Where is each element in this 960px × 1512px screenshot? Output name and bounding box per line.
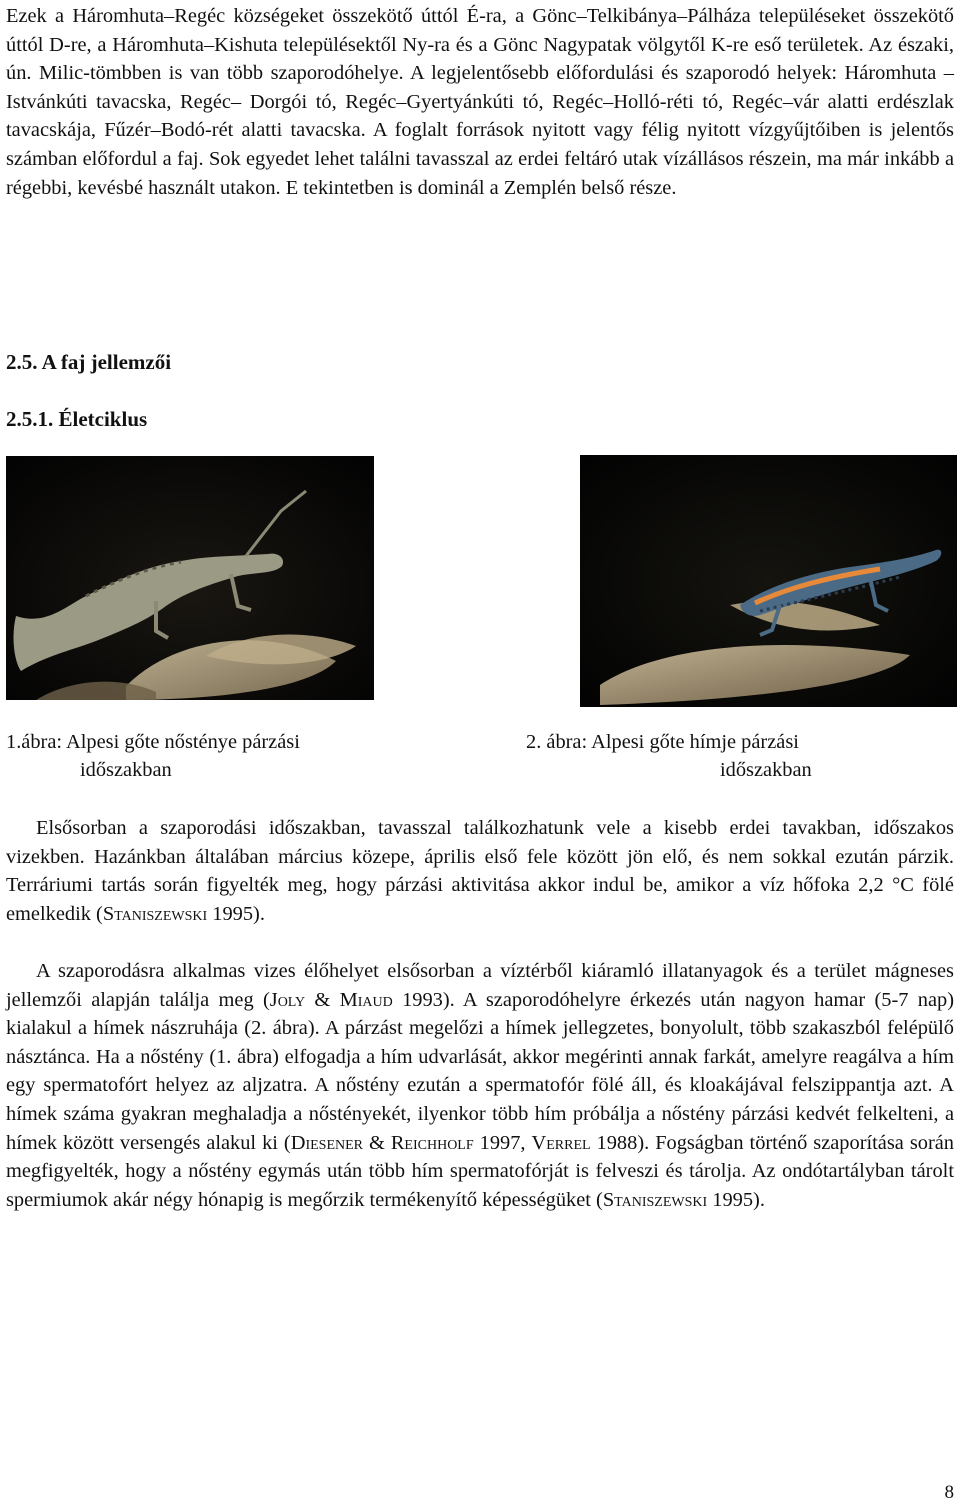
figure-1-photo (6, 456, 374, 700)
figure-1-caption-line1: 1.ábra: Alpesi gőte nősténye párzási (6, 731, 300, 753)
intro-sentence-1: Ezek a Háromhuta–Regéc községeket összekötő úttól É-ra, a Gönc–Telkibánya–Pálháza településeket összekötő úttól D-re, a Háromhuta–Kishuta településektől Ny-ra és a Gönc Nagypatak völgytől K-re eső területek. Az északi, ún. Milic-tömbben is van több szaporodóhelye. (6, 5, 954, 85)
intro-sentence-2: A legjelentősebb előfordulási és szaporodó helyek: Háromhuta – Istvánkúti tavacska, Regéc– Dorgói tó, Regéc–Gyertyánkúti tó, Regéc–Holló-réti tó, Regéc–vár alatti erdészlak tavacskája, Fűzér–Bodó-rét alatti tavacska. (6, 62, 954, 142)
mating-text-7: 1995). (707, 1188, 765, 1211)
citation-year: 1995). (207, 902, 265, 925)
citation-author: Staniszewski (602, 1188, 708, 1211)
mating-text-5: 1997, (473, 1131, 532, 1154)
intro-sentence-4: Sok egyedet lehet találni tavasszal az erdei feltáró utak vízállásos részein, ma már inkább a régebbi, kevésbé használt utakon. (6, 147, 955, 199)
mating-text-1: A szaporodásra alkalmas vizes élőhelyet elsősorban a víztérből kiáramló illatanyagok és a terület mágneses jellemzői alapján találja meg ( (6, 960, 954, 1011)
female-newt-illustration (6, 456, 374, 700)
subsection-heading: 2.5.1. Életciklus (6, 407, 148, 431)
lifecycle-paragraph-1 (6, 814, 954, 928)
lifecycle-paragraph-2 (6, 957, 954, 1214)
figure-1-caption-line2: időszakban (80, 759, 172, 781)
lifecycle-sentence-1: Elsősorban a szaporodási időszakban, tavasszal találkozhatunk vele a kisebb erdei tavakban, időszakos vizekben. (6, 817, 954, 868)
mating-text-6: 1988). Fogságban történő szaporítása során megfigyelték, hogy a nőstény egymás után több hím spermatofórját is felveszi és tárolja. Az ondótartályban tárolt spermiumok akár négy hónapig is megőrzik termékenyítő képességüket ( (6, 1131, 954, 1211)
mating-text-3: 1993). A szaporodóhelyre érkezés után nagyon hamar (5-7 nap) kialakul a hímek nászruhája (2. ábra). A párzást megelőzi a hímek jellegzetes, bonyolult, több szakaszból felépülő násztánca. Ha a nőstény (1. ábra) elfogadja a hím udvarlását, akkor megérinti annak farkát, amelyre reagálva a hím egy spermatofórt helyez az aljzatra. A nőstény ezután a spermatofór fölé áll, és kloakájával felszippantja azt. A hímek száma gyakran meghaladja a nőstényekét, ilyenkor több hím próbálja a nőstény párzási kedvét felkelteni, a hímek között versengés alakul ki ( (6, 988, 954, 1154)
figure-2-caption-line1: 2. ábra: Alpesi gőte hímje párzási (526, 731, 799, 753)
citation-author: Miaud (339, 988, 393, 1011)
figure-2-caption-line2: időszakban (720, 759, 812, 781)
figure-2-caption (526, 728, 812, 784)
mating-text-4: & (363, 1131, 391, 1154)
citation-author: Staniszewski (102, 902, 208, 925)
intro-paragraph (6, 2, 954, 202)
citation-author: Joly (269, 988, 306, 1011)
intro-sentence-3: A foglalt források nyitott vagy félig nyitott vízgyűjtőiben is jelentős számban előfordul a faj. (6, 119, 954, 170)
figure-1-caption (6, 728, 300, 784)
page-number: 8 (944, 1482, 954, 1503)
lifecycle-sentence-2: Hazánkban általában március közepe, április első fele között jön elő, és nem sokkal ezután párzik. (94, 845, 954, 868)
section-heading: 2.5. A faj jellemzői (6, 350, 172, 374)
intro-sentence-5: E tekintetben is dominál a Zemplén belső része. (285, 176, 677, 199)
citation-author: Reichholf (390, 1131, 474, 1154)
citation-author: Diesener (290, 1131, 363, 1154)
lifecycle-sentence-3: Terráriumi tartás során figyelték meg, hogy párzási aktivitása akkor indul be, amikor a víz hőfoka 2,2 °C fölé emelkedik ( (6, 874, 954, 925)
male-newt-illustration (580, 455, 957, 707)
figure-2-photo (580, 455, 957, 707)
citation-author: Verrel (531, 1131, 591, 1154)
mating-text-2: & (305, 988, 340, 1011)
